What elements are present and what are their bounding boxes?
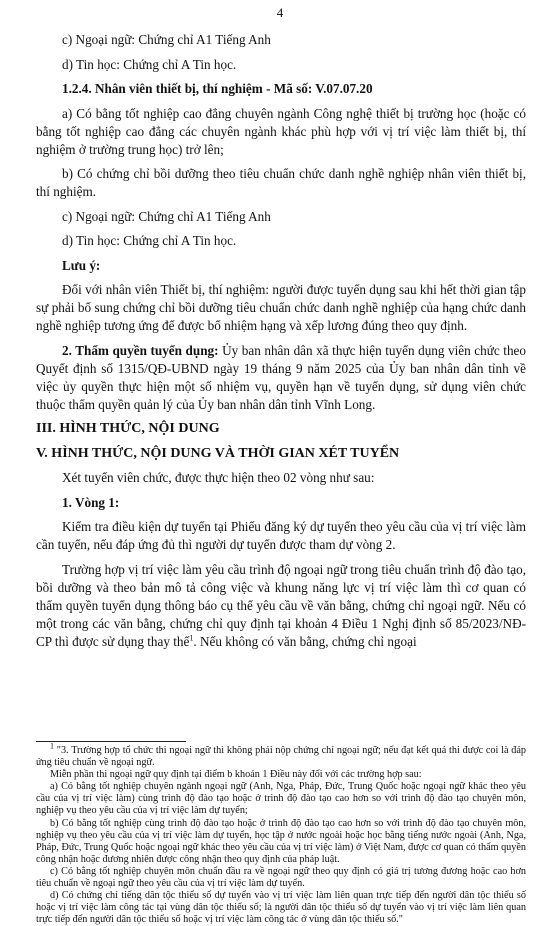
footnote-separator [36,741,186,742]
section-heading: 1. Vòng 1: [62,494,120,510]
paragraph: b) Có chứng chỉ bồi dưỡng theo tiêu chuẩn chức danh nghề nghiệp nhân viên thiết bị, thí nghiệm. [36,166,526,199]
footnotes [36,741,526,926]
body-text [36,31,526,657]
paragraph-text: Ủy ban nhân dân xã thực hiện tuyển dụng viên chức theo Quyết định số 1315/QĐ-UBND ngày 19 tháng 9 năm 2025 của Ủy ban nhân dân tỉnh về việc ủy quyền thực hiện một số nhiệm vụ, quyền hạn về tuyển dụng, sử dụng viên chức thuộc thẩm quyền quản lý của Ủy ban nhân dân tỉnh Vĩnh Long. [36,342,527,412]
footnote-text: "3. Trường hợp tổ chức thi ngoại ngữ thì không phải nộp chứng chỉ ngoại ngữ; nếu đạt kết quả thi được coi là đáp ứng tiêu chuẩn về ngoại ngữ. [36,745,526,769]
paragraph: Đối với nhân viên Thiết bị, thí nghiệm: người được tuyển dụng sau khi hết thời gian tập sự phải bổ sung chứng chỉ bồi dưỡng tiêu chuẩn chức danh nghề nghiệp của hạng chức danh nghề nghiệp tương ứng để được bổ nhiệm hạng và xếp lương đúng theo quy định. [36,282,526,333]
paragraph-text: Trường hợp vị trí việc làm yêu cầu trình độ ngoại ngữ trong tiêu chuẩn trình độ đào tạo, bồi dưỡng và theo bản mô tả công việc và khung năng lực vị trí việc làm thì cơ quan có thẩm quyền tuyển dụng thông báo cụ thể yêu cầu về văn bằng, chứng chỉ ngoại ngữ. Nếu có một trong các văn bằng, chứng chỉ quy định tại khoản 4 Điều 1 Nghị định số 85/2023/NĐ-CP thì được sử dụng thay thế [36,561,526,649]
paragraph: d) Tin học: Chứng chỉ A Tin học. [62,233,237,248]
paragraph: Xét tuyển viên chức, được thực hiện theo 02 vòng như sau: [62,470,375,485]
page-number: 4 [276,5,284,20]
footnote: c) Có bằng tốt nghiệp chuyên môn chuẩn đầu ra về ngoại ngữ theo quy định có giá trị tương đương hoặc cao hơn tiêu chuẩn về ngoại ngữ theo yêu cầu của vị trí việc làm dự tuyển. [36,865,526,890]
paragraph [36,342,526,414]
paragraph: Kiểm tra điều kiện dự tuyển tại Phiếu đăng ký dự tuyển theo yêu cầu của vị trí việc làm cần tuyển, nếu đáp ứng đủ thì người dự tuyển được tham dự vòng 2. [36,519,526,552]
section-heading: V. HÌNH THỨC, NỘI DUNG VÀ THỜI GIAN XÉT TUYỂN [36,445,400,461]
footnote: Miễn phần thi ngoại ngữ quy định tại điểm b khoản 1 Điều này đối với các trường hợp sau: [50,769,422,781]
paragraph: d) Tin học: Chứng chỉ A Tin học. [62,56,237,72]
inline-heading: 2. Thẩm quyền tuyển dụng: [62,342,219,358]
footnote [36,741,526,769]
section-heading: III. HÌNH THỨC, NỘI DUNG [36,421,220,436]
footnote: a) Có bằng tốt nghiệp chuyên ngành ngoại ngữ (Anh, Nga, Pháp, Đức, Trung Quốc hoặc ngoại ngữ khác theo yêu cầu của vị trí việc làm) cùng trình độ đào tạo hoặc ở trình độ đào tạo cao hơn so với trình độ đào tạo chuyên môn, nghiệp vụ theo yêu cầu của vị trí việc làm dự tuyển; [36,781,526,817]
footnote-marker: 1 [50,741,54,751]
footnote: d) Có chứng chỉ tiếng dân tộc thiểu số dự tuyển vào vị trí việc làm liên quan trực tiếp đến người dân tộc thiểu số hoặc vị trí việc làm công tác tại vùng dân tộc thiểu số; là người dân tộc thiểu số dự tuyển vào vị trí việc làm liên quan trực tiếp đến người dân tộc thiểu số hoặc vị trí việc làm công tác ở vùng dân tộc thiểu số." [36,890,526,926]
footnote: b) Có bằng tốt nghiệp cùng trình độ đào tạo hoặc ở trình độ đào tạo cao hơn so với trình độ đào tạo chuyên môn, nghiệp vụ theo yêu cầu của vị trí việc làm dự tuyển, học tập ở nước ngoài hoặc học bằng tiếng nước ngoài (Anh, Nga, Pháp, Đức, Trung Quốc hoặc ngoại ngữ khác theo yêu cầu của vị trí việc làm) ở Việt Nam, được cơ quan có thẩm quyền công nhận hoặc đương nhiên được công nhận theo quy định của pháp luật. [36,817,526,865]
paragraph: c) Ngoại ngữ: Chứng chỉ A1 Tiếng Anh [62,208,271,224]
note-heading: Lưu ý: [62,257,101,273]
paragraph: c) Ngoại ngữ: Chứng chỉ A1 Tiếng Anh [62,32,271,47]
footnote-reference[interactable]: 1 [189,633,194,643]
paragraph-text: . Nếu không có văn bằng, chứng chỉ ngoại [193,633,417,649]
paragraph: a) Có bằng tốt nghiệp cao đẳng chuyên ngành Công nghệ thiết bị trường học (hoặc có bằng tốt nghiệp cao đẳng các chuyên ngành khác phù hợp với vị trí việc làm thiết bị, thí nghiệm ở trường trung học) trở lên; [36,105,526,157]
section-heading: 1.2.4. Nhân viên thiết bị, thí nghiệm - Mã số: V.07.07.20 [62,81,373,96]
paragraph [36,561,526,651]
